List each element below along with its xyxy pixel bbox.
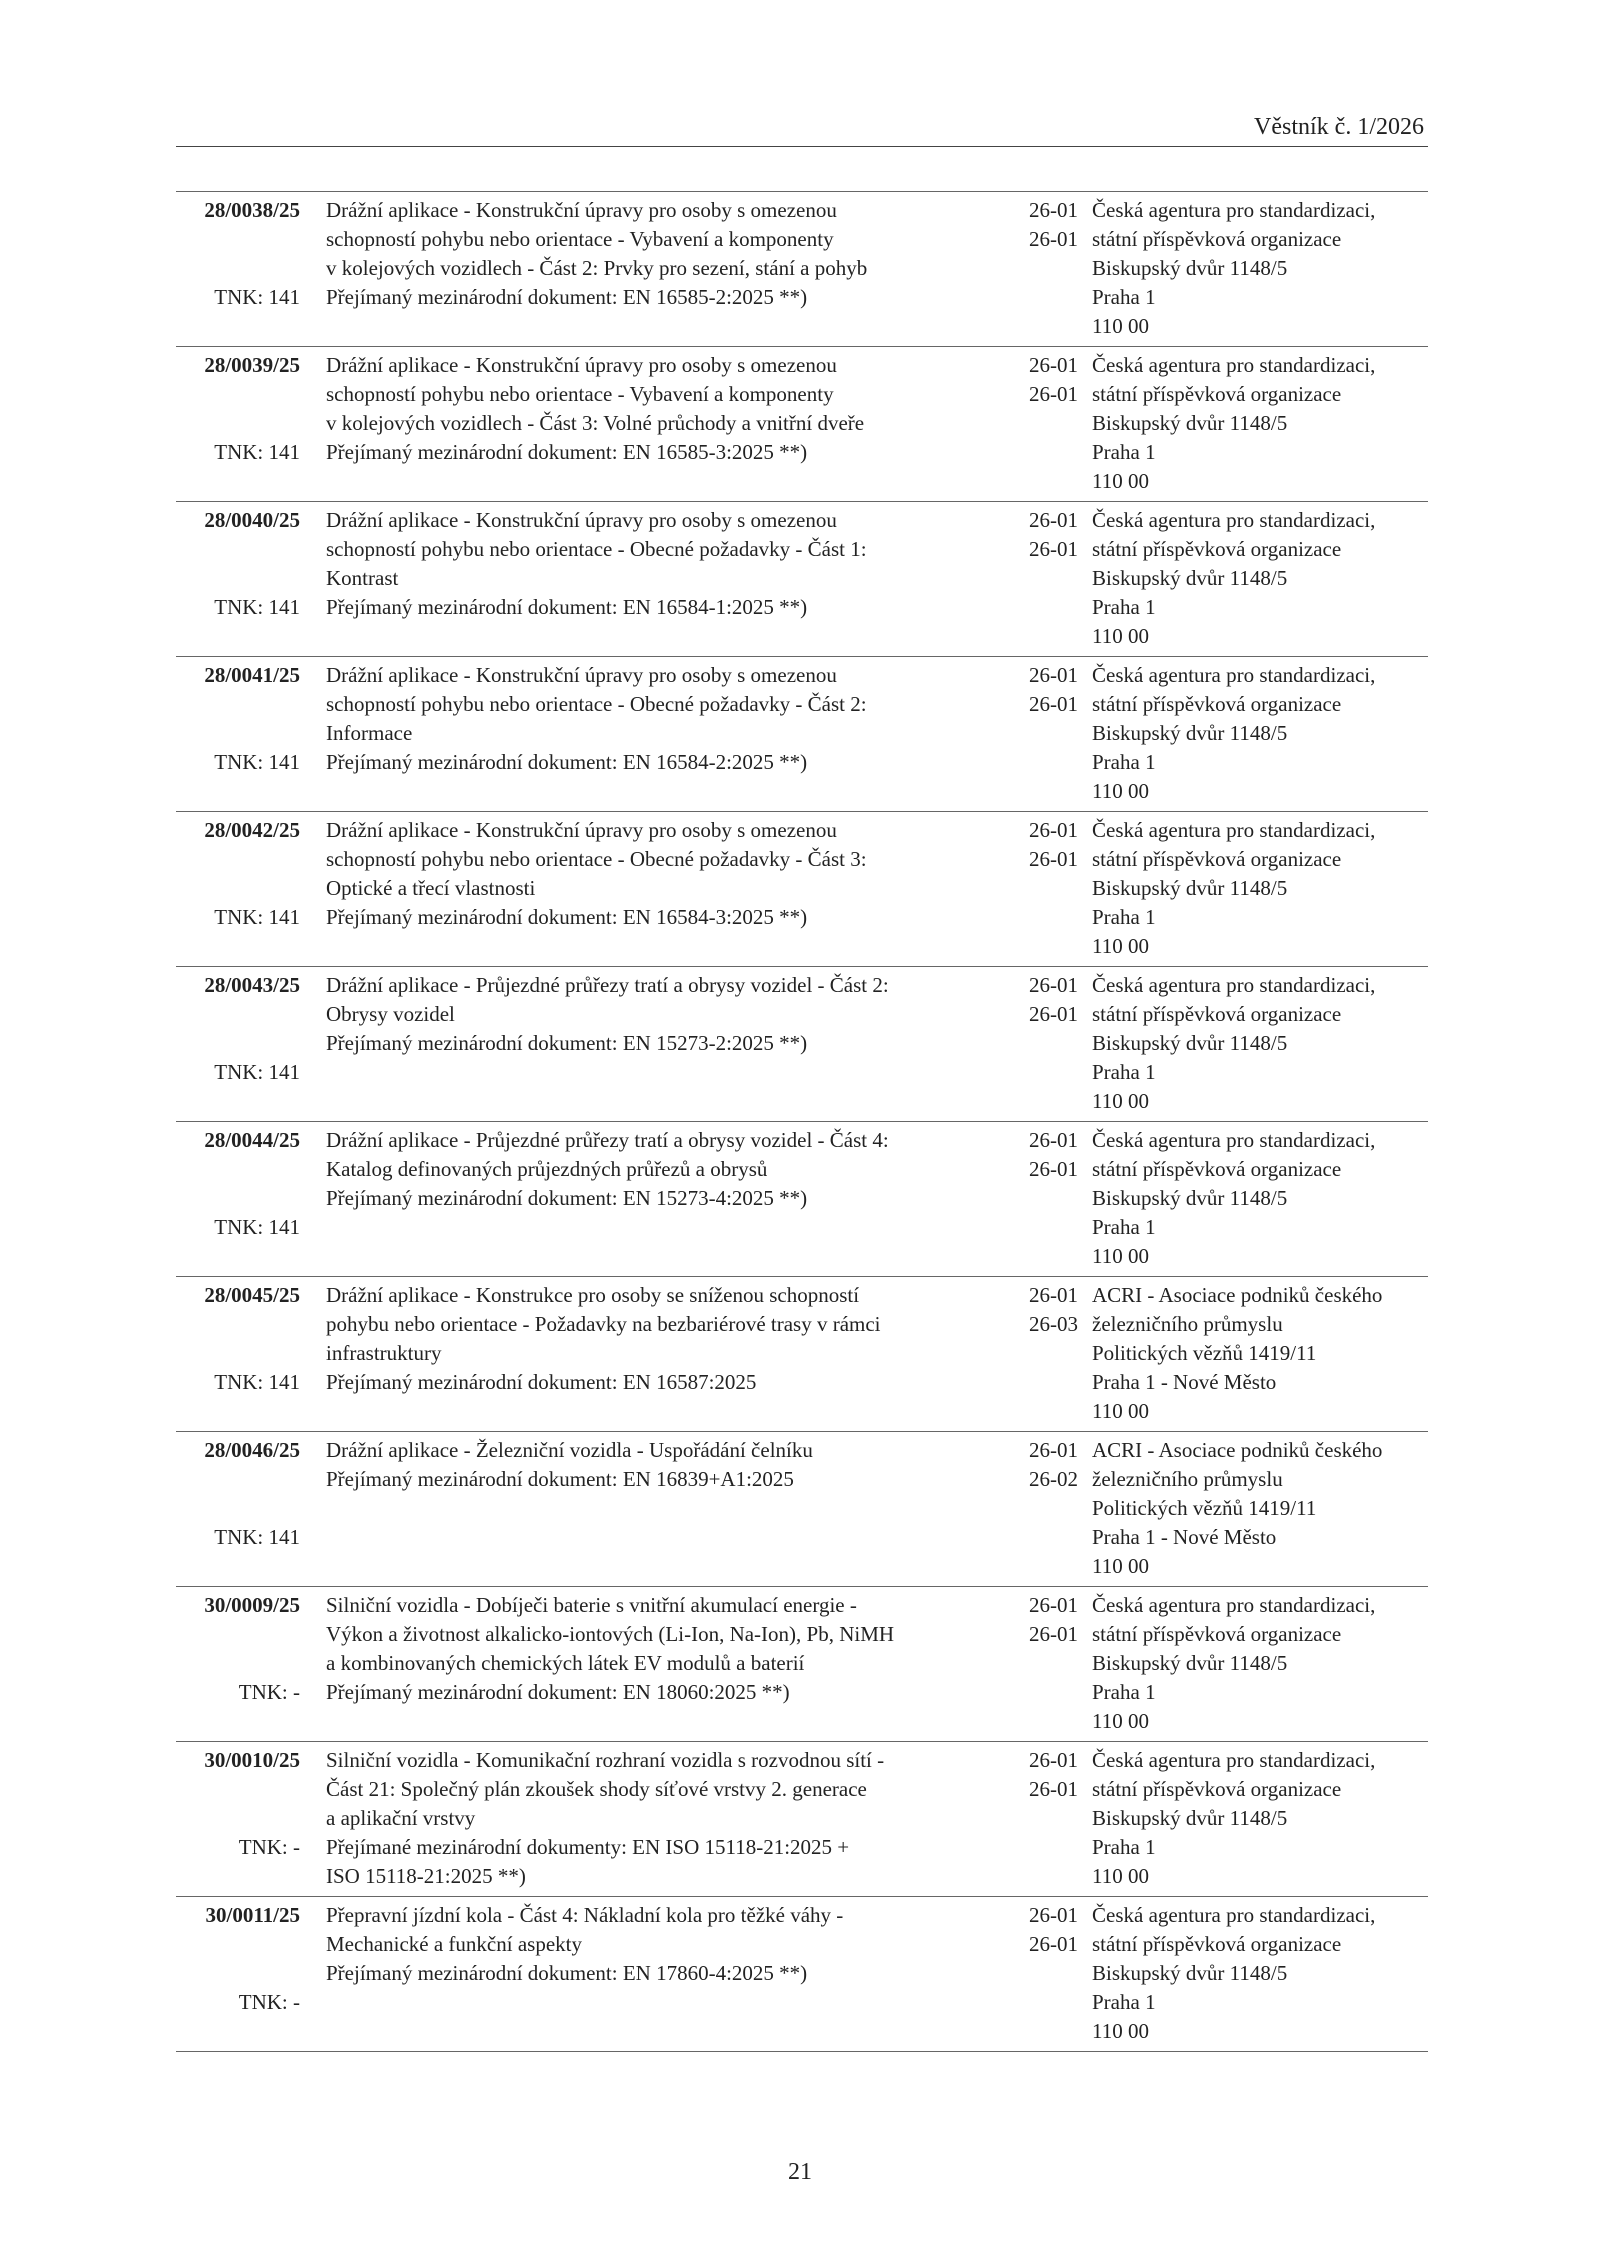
record-organization-line: státní příspěvková organizace: [1092, 1157, 1342, 1181]
record-organization-line: Praha 1: [1092, 595, 1156, 619]
record-title-line: Přejímaný mezinárodní dokument: EN 16584-2:2025 **): [326, 750, 808, 774]
journal-title: Věstník č. 1/2026: [1254, 114, 1424, 140]
record-title: [326, 506, 1006, 622]
record-organization-line: Praha 1: [1092, 905, 1156, 929]
record-organization-line: ACRI - Asociace podniků českého: [1092, 1283, 1383, 1307]
record-number: 28/0038/25: [204, 198, 300, 222]
record-title-line: schopností pohybu nebo orientace - Obecné požadavky - Část 1:: [326, 537, 867, 561]
record-title-line: Přejímaný mezinárodní dokument: EN 16584-3:2025 **): [326, 905, 808, 929]
record-organization-line: Česká agentura pro standardizaci,: [1092, 663, 1376, 687]
record-title-line: Silniční vozidla - Dobíječi baterie s vnitřní akumulací energie -: [326, 1593, 857, 1617]
record-title-line: Kontrast: [326, 566, 399, 590]
record-id-cell: [176, 351, 300, 464]
record-title: [326, 351, 1006, 467]
record-title: [326, 196, 1006, 312]
record-organization-line: 110 00: [1092, 1244, 1149, 1268]
record-id-cell: [176, 1126, 300, 1239]
record-organization-line: Biskupský dvůr 1148/5: [1092, 1651, 1288, 1675]
record-id-cell: [176, 196, 300, 309]
record-organization: [1092, 351, 1432, 496]
record-organization-line: 110 00: [1092, 779, 1149, 803]
record-tnk: TNK: 141: [214, 750, 300, 774]
record-title-line: Přejímaný mezinárodní dokument: EN 15273-4:2025 **): [326, 1186, 808, 1210]
standard-record: [176, 346, 1428, 501]
record-codes: [1012, 351, 1078, 409]
record-organization: [1092, 661, 1432, 806]
record-organization-line: státní příspěvková organizace: [1092, 1622, 1342, 1646]
record-title-line: a aplikační vrstvy: [326, 1806, 476, 1830]
record-tnk: TNK: 141: [214, 1370, 300, 1394]
record-organization-line: Biskupský dvůr 1148/5: [1092, 1031, 1288, 1055]
record-organization-line: Praha 1: [1092, 1215, 1156, 1239]
record-organization-line: Česká agentura pro standardizaci,: [1092, 1593, 1376, 1617]
record-codes: [1012, 816, 1078, 874]
record-title-line: v kolejových vozidlech - Část 2: Prvky pro sezení, stání a pohyb: [326, 256, 868, 280]
record-code: 26-01: [1029, 1777, 1078, 1801]
record-code: 26-02: [1029, 1467, 1078, 1491]
record-tnk: TNK: -: [238, 1990, 300, 2014]
record-title-line: ISO 15118-21:2025 **): [326, 1864, 526, 1888]
record-id-cell: [176, 1436, 300, 1549]
record-title-line: Výkon a životnost alkalicko-iontových (Li-Ion, Na-Ion), Pb, NiMH: [326, 1622, 895, 1646]
standard-record: [176, 501, 1428, 656]
record-id-cell: [176, 661, 300, 774]
record-tnk: TNK: -: [238, 1680, 300, 1704]
record-id-cell: [176, 816, 300, 929]
record-title-line: Drážní aplikace - Konstrukční úpravy pro osoby s omezenou: [326, 818, 837, 842]
record-organization-line: Biskupský dvůr 1148/5: [1092, 1806, 1288, 1830]
record-title-line: Přejímaný mezinárodní dokument: EN 16585-2:2025 **): [326, 285, 808, 309]
record-title: [326, 1436, 1006, 1494]
record-title-line: infrastruktury: [326, 1341, 442, 1365]
record-title: [326, 1126, 1006, 1213]
record-code: 26-01: [1029, 1593, 1078, 1617]
record-code: 26-01: [1029, 382, 1078, 406]
record-organization-line: státní příspěvková organizace: [1092, 1777, 1342, 1801]
record-code: 26-01: [1029, 973, 1078, 997]
record-organization-line: Politických vězňů 1419/11: [1092, 1341, 1317, 1365]
record-organization-line: Biskupský dvůr 1148/5: [1092, 721, 1288, 745]
record-title-line: Drážní aplikace - Konstrukční úpravy pro osoby s omezenou: [326, 198, 837, 222]
record-organization-line: Česká agentura pro standardizaci,: [1092, 973, 1376, 997]
record-number: 28/0041/25: [204, 663, 300, 687]
record-code: 26-01: [1029, 692, 1078, 716]
standard-record: [176, 191, 1428, 346]
record-codes: [1012, 1901, 1078, 1959]
record-organization-line: státní příspěvková organizace: [1092, 537, 1342, 561]
record-organization-line: státní příspěvková organizace: [1092, 382, 1342, 406]
record-code: 26-01: [1029, 1622, 1078, 1646]
record-number: 28/0040/25: [204, 508, 300, 532]
record-id-cell: [176, 971, 300, 1084]
record-code: 26-01: [1029, 663, 1078, 687]
record-number: 28/0042/25: [204, 818, 300, 842]
record-organization-line: státní příspěvková organizace: [1092, 1932, 1342, 1956]
record-number: 30/0009/25: [204, 1593, 300, 1617]
record-organization-line: Praha 1: [1092, 285, 1156, 309]
record-organization-line: Praha 1: [1092, 440, 1156, 464]
record-title-line: Drážní aplikace - Konstrukční úpravy pro osoby s omezenou: [326, 353, 837, 377]
record-tnk: TNK: 141: [214, 1060, 300, 1084]
record-tnk: TNK: -: [238, 1835, 300, 1859]
record-organization-line: Praha 1 - Nové Město: [1092, 1370, 1277, 1394]
record-number: 28/0045/25: [204, 1283, 300, 1307]
record-number: 28/0039/25: [204, 353, 300, 377]
record-organization: [1092, 1436, 1432, 1581]
record-title-line: Drážní aplikace - Průjezdné průřezy tratí a obrysy vozidel - Část 2:: [326, 973, 889, 997]
record-organization: [1092, 1591, 1432, 1736]
standard-record: [176, 811, 1428, 966]
record-title-line: Katalog definovaných průjezdných průřezů a obrysů: [326, 1157, 768, 1181]
record-tnk: TNK: 141: [214, 595, 300, 619]
record-code: 26-01: [1029, 198, 1078, 222]
record-organization-line: 110 00: [1092, 2019, 1149, 2043]
record-codes: [1012, 661, 1078, 719]
record-codes: [1012, 1126, 1078, 1184]
record-organization-line: Praha 1: [1092, 750, 1156, 774]
record-organization-line: Česká agentura pro standardizaci,: [1092, 1748, 1376, 1772]
record-organization-line: železničního průmyslu: [1092, 1467, 1283, 1491]
record-title-line: Drážní aplikace - Průjezdné průřezy tratí a obrysy vozidel - Část 4:: [326, 1128, 889, 1152]
record-tnk: TNK: 141: [214, 905, 300, 929]
header-divider: [176, 146, 1428, 147]
record-organization-line: Biskupský dvůr 1148/5: [1092, 876, 1288, 900]
record-number: 28/0044/25: [204, 1128, 300, 1152]
record-title-line: Drážní aplikace - Konstrukční úpravy pro osoby s omezenou: [326, 663, 837, 687]
standard-record: [176, 1586, 1428, 1741]
record-title-line: Optické a třecí vlastnosti: [326, 876, 536, 900]
record-title-line: Obrysy vozidel: [326, 1002, 455, 1026]
record-organization-line: Praha 1 - Nové Město: [1092, 1525, 1277, 1549]
record-organization-line: státní příspěvková organizace: [1092, 1002, 1342, 1026]
record-code: 26-01: [1029, 537, 1078, 561]
record-title-line: Drážní aplikace - Konstrukce pro osoby se sníženou schopností: [326, 1283, 860, 1307]
record-organization-line: státní příspěvková organizace: [1092, 692, 1342, 716]
record-organization-line: Biskupský dvůr 1148/5: [1092, 1186, 1288, 1210]
standard-record: [176, 966, 1428, 1121]
record-code: 26-01: [1029, 1438, 1078, 1462]
record-code: 26-01: [1029, 847, 1078, 871]
standard-record: [176, 1121, 1428, 1276]
record-title: [326, 1901, 1006, 1988]
record-code: 26-01: [1029, 353, 1078, 377]
record-organization-line: 110 00: [1092, 1089, 1149, 1113]
record-title-line: Přejímaný mezinárodní dokument: EN 16587:2025: [326, 1370, 757, 1394]
record-organization-line: Česká agentura pro standardizaci,: [1092, 1903, 1376, 1927]
record-title-line: schopností pohybu nebo orientace - Obecné požadavky - Část 2:: [326, 692, 867, 716]
record-codes: [1012, 971, 1078, 1029]
record-organization-line: 110 00: [1092, 469, 1149, 493]
standard-record: [176, 1276, 1428, 1431]
record-title-line: Přejímaný mezinárodní dokument: EN 15273-2:2025 **): [326, 1031, 808, 1055]
record-title: [326, 816, 1006, 932]
record-organization-line: 110 00: [1092, 1399, 1149, 1423]
record-id-cell: [176, 1281, 300, 1394]
record-organization: [1092, 196, 1432, 341]
record-organization-line: 110 00: [1092, 1554, 1149, 1578]
record-title: [326, 661, 1006, 777]
record-organization-line: Praha 1: [1092, 1060, 1156, 1084]
record-title-line: Část 21: Společný plán zkoušek shody síťové vrstvy 2. generace: [326, 1777, 867, 1801]
standard-record: [176, 1741, 1428, 1896]
record-title-line: schopností pohybu nebo orientace - Vybavení a komponenty: [326, 227, 834, 251]
record-title-line: schopností pohybu nebo orientace - Obecné požadavky - Část 3:: [326, 847, 867, 871]
record-organization-line: Biskupský dvůr 1148/5: [1092, 1961, 1288, 1985]
page-number: 21: [788, 2159, 812, 2185]
record-organization-line: Praha 1: [1092, 1680, 1156, 1704]
record-id-cell: [176, 1591, 300, 1704]
record-title-line: Mechanické a funkční aspekty: [326, 1932, 582, 1956]
record-organization-line: Praha 1: [1092, 1990, 1156, 2014]
record-title-line: Drážní aplikace - Konstrukční úpravy pro osoby s omezenou: [326, 508, 837, 532]
record-organization-line: ACRI - Asociace podniků českého: [1092, 1438, 1383, 1462]
record-number: 30/0011/25: [205, 1903, 300, 1927]
record-organization-line: Česká agentura pro standardizaci,: [1092, 198, 1376, 222]
record-tnk: TNK: 141: [214, 285, 300, 309]
record-organization-line: Česká agentura pro standardizaci,: [1092, 353, 1376, 377]
record-id-cell: [176, 1901, 300, 2014]
record-title-line: Přejímané mezinárodní dokumenty: EN ISO 15118-21:2025 +: [326, 1835, 850, 1859]
record-organization-line: Biskupský dvůr 1148/5: [1092, 256, 1288, 280]
standard-record: [176, 656, 1428, 811]
record-organization-line: Biskupský dvůr 1148/5: [1092, 411, 1288, 435]
record-organization: [1092, 1281, 1432, 1426]
record-organization-line: Politických vězňů 1419/11: [1092, 1496, 1317, 1520]
record-title-line: Přepravní jízdní kola - Část 4: Nákladní kola pro těžké váhy -: [326, 1903, 844, 1927]
standards-list: [176, 191, 1428, 2052]
record-code: 26-01: [1029, 1283, 1078, 1307]
record-organization: [1092, 1126, 1432, 1271]
record-codes: [1012, 506, 1078, 564]
record-codes: [1012, 1591, 1078, 1649]
record-title-line: v kolejových vozidlech - Část 3: Volné průchody a vnitřní dveře: [326, 411, 865, 435]
record-codes: [1012, 1281, 1078, 1339]
record-organization-line: Česká agentura pro standardizaci,: [1092, 818, 1376, 842]
record-code: 26-01: [1029, 227, 1078, 251]
record-title-line: schopností pohybu nebo orientace - Vybavení a komponenty: [326, 382, 834, 406]
record-codes: [1012, 196, 1078, 254]
record-organization-line: Česká agentura pro standardizaci,: [1092, 508, 1376, 532]
record-id-cell: [176, 1746, 300, 1859]
record-number: 28/0046/25: [204, 1438, 300, 1462]
record-organization-line: Praha 1: [1092, 1835, 1156, 1859]
record-code: 26-01: [1029, 1748, 1078, 1772]
record-organization-line: Biskupský dvůr 1148/5: [1092, 566, 1288, 590]
record-tnk: TNK: 141: [214, 1215, 300, 1239]
record-code: 26-01: [1029, 818, 1078, 842]
record-code: 26-01: [1029, 1903, 1078, 1927]
record-number: 28/0043/25: [204, 973, 300, 997]
record-title-line: pohybu nebo orientace - Požadavky na bezbariérové trasy v rámci: [326, 1312, 881, 1336]
record-code: 26-01: [1029, 1002, 1078, 1026]
record-id-cell: [176, 506, 300, 619]
record-title: [326, 1746, 1006, 1891]
record-title: [326, 1591, 1006, 1707]
record-code: 26-01: [1029, 1157, 1078, 1181]
record-code: 26-03: [1029, 1312, 1078, 1336]
record-title-line: Přejímaný mezinárodní dokument: EN 16839+A1:2025: [326, 1467, 794, 1491]
standard-record: [176, 1431, 1428, 1586]
record-codes: [1012, 1746, 1078, 1804]
record-organization: [1092, 1901, 1432, 2046]
record-code: 26-01: [1029, 1932, 1078, 1956]
record-organization: [1092, 506, 1432, 651]
record-title: [326, 1281, 1006, 1397]
record-organization-line: 110 00: [1092, 314, 1149, 338]
record-organization-line: 110 00: [1092, 624, 1149, 648]
record-organization: [1092, 971, 1432, 1116]
record-title-line: Silniční vozidla - Komunikační rozhraní vozidla s rozvodnou sítí -: [326, 1748, 885, 1772]
record-title-line: a kombinovaných chemických látek EV modulů a baterií: [326, 1651, 805, 1675]
record-code: 26-01: [1029, 508, 1078, 532]
record-tnk: TNK: 141: [214, 1525, 300, 1549]
record-tnk: TNK: 141: [214, 440, 300, 464]
record-organization-line: Česká agentura pro standardizaci,: [1092, 1128, 1376, 1152]
record-title-line: Drážní aplikace - Železniční vozidla - Uspořádání čelníku: [326, 1438, 813, 1462]
standard-record: [176, 1896, 1428, 2052]
record-title-line: Přejímaný mezinárodní dokument: EN 18060:2025 **): [326, 1680, 790, 1704]
record-organization-line: státní příspěvková organizace: [1092, 227, 1342, 251]
record-organization-line: železničního průmyslu: [1092, 1312, 1283, 1336]
record-organization-line: státní příspěvková organizace: [1092, 847, 1342, 871]
record-organization: [1092, 1746, 1432, 1891]
record-organization-line: 110 00: [1092, 1709, 1149, 1733]
record-codes: [1012, 1436, 1078, 1494]
record-title-line: Přejímaný mezinárodní dokument: EN 17860-4:2025 **): [326, 1961, 808, 1985]
record-title-line: Informace: [326, 721, 413, 745]
record-title-line: Přejímaný mezinárodní dokument: EN 16585-3:2025 **): [326, 440, 808, 464]
record-organization: [1092, 816, 1432, 961]
record-organization-line: 110 00: [1092, 1864, 1149, 1888]
record-organization-line: 110 00: [1092, 934, 1149, 958]
record-code: 26-01: [1029, 1128, 1078, 1152]
record-title: [326, 971, 1006, 1058]
record-title-line: Přejímaný mezinárodní dokument: EN 16584-1:2025 **): [326, 595, 808, 619]
record-number: 30/0010/25: [204, 1748, 300, 1772]
